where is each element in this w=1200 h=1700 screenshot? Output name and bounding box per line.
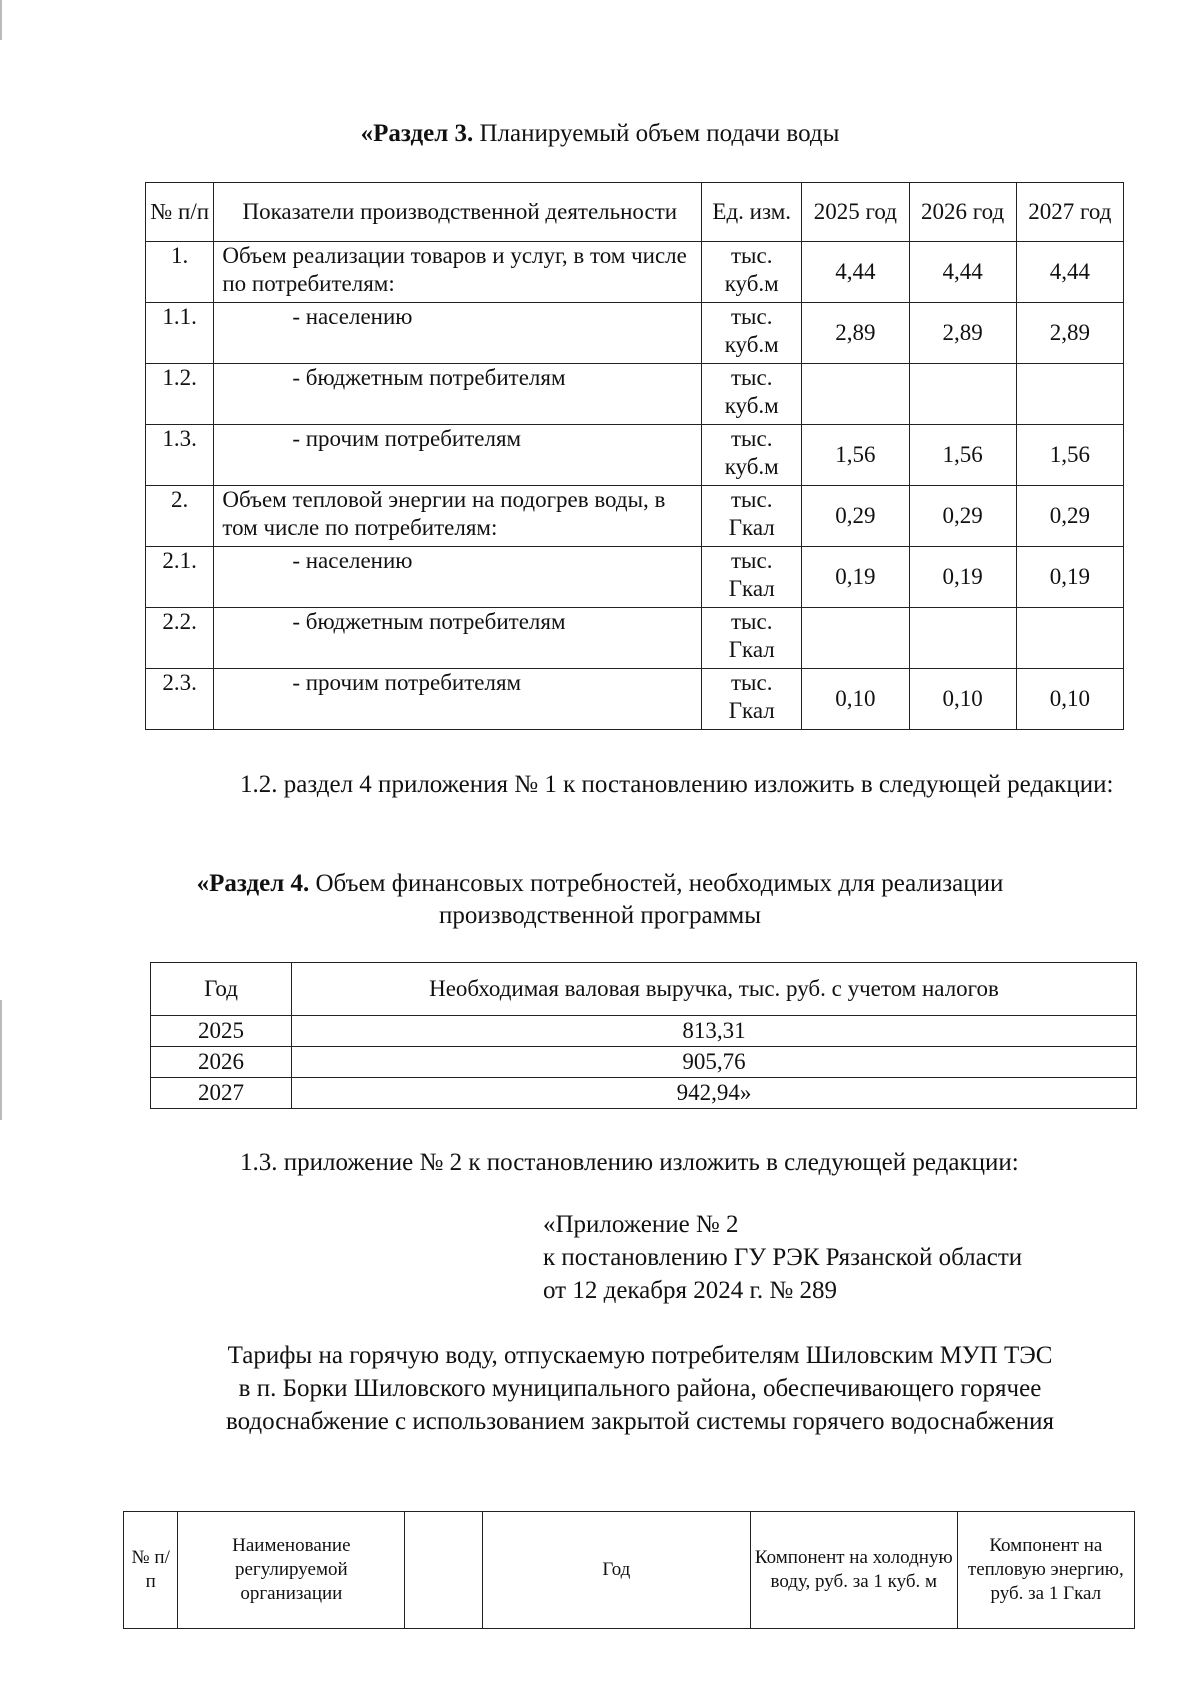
header-indicator: Показатели производственной деятельности <box>214 183 702 242</box>
row-value-2027 <box>1016 608 1123 669</box>
row-value-2026 <box>909 608 1016 669</box>
header-year: Год <box>151 963 292 1016</box>
table-header-row <box>151 963 1137 1016</box>
table-row <box>146 547 1124 608</box>
row-value-2025: 0,19 <box>802 547 909 608</box>
row-year: 2025 <box>151 1016 292 1047</box>
row-num: 1.3. <box>146 425 214 486</box>
section3-title-bold: «Раздел 3. <box>360 120 474 147</box>
row-value-2027 <box>1016 364 1123 425</box>
row-value-2026: 0,29 <box>909 486 1016 547</box>
row-num: 1.2. <box>146 364 214 425</box>
row-value-2025: 2,89 <box>802 303 909 364</box>
table-row <box>146 425 1124 486</box>
tariff-title-line3: водоснабжение с использованием закрытой системы горячего водоснабжения <box>225 1408 1055 1435</box>
header-revenue: Необходимая валовая выручка, тыс. руб. с учетом налогов <box>292 963 1137 1016</box>
water-supply-table <box>145 182 1124 730</box>
header-num: № п/п <box>124 1512 178 1629</box>
row-value-2026: 4,44 <box>909 242 1016 303</box>
header-year: Год <box>482 1512 750 1629</box>
tariff-title <box>150 1339 1130 1438</box>
row-name: Объем тепловой энергии на подогрев воды, в том числе по потребителям: <box>214 486 702 547</box>
table-row <box>146 364 1124 425</box>
row-value-2026 <box>909 364 1016 425</box>
header-cold-water-component: Компонент на холодную воду, руб. за 1 куб. м <box>750 1512 957 1629</box>
row-num: 1.1. <box>146 303 214 364</box>
row-value-2025: 1,56 <box>802 425 909 486</box>
row-name: - бюджетным потребителям <box>214 364 702 425</box>
appendix-line3: от 12 декабря 2024 г. № 289 <box>543 1277 838 1304</box>
tariff-table <box>123 1511 1135 1629</box>
table-row <box>146 486 1124 547</box>
header-heat-component: Компонент на тепловую энергию, руб. за 1 Гкал <box>957 1512 1134 1629</box>
row-value-2026: 0,10 <box>909 669 1016 730</box>
table-row <box>151 1016 1137 1047</box>
row-name: - прочим потребителям <box>214 669 702 730</box>
row-value-2027: 0,19 <box>1016 547 1123 608</box>
row-revenue: 813,31 <box>292 1016 1137 1047</box>
row-value-2026: 0,19 <box>909 547 1016 608</box>
row-num: 2.2. <box>146 608 214 669</box>
table-row <box>151 1078 1137 1109</box>
table-row <box>146 608 1124 669</box>
row-name: - бюджетным потребителям <box>214 608 702 669</box>
appendix-reference <box>543 1208 1022 1307</box>
row-value-2027: 1,56 <box>1016 425 1123 486</box>
row-name: - населению <box>214 547 702 608</box>
row-value-2027: 0,10 <box>1016 669 1123 730</box>
row-revenue: 905,76 <box>292 1047 1137 1078</box>
section4-title-text: Объем финансовых потребностей, необходимых для реализации <box>309 870 1004 897</box>
header-2025: 2025 год <box>802 183 909 242</box>
scan-edge-mark <box>0 0 2 40</box>
row-value-2025: 0,29 <box>802 486 909 547</box>
tariff-title-line1: Тарифы на горячую воду, отпускаемую потребителям Шиловским МУП ТЭС <box>227 1342 1053 1369</box>
section3-title <box>0 118 1200 150</box>
table-row <box>146 242 1124 303</box>
row-value-2027: 2,89 <box>1016 303 1123 364</box>
table-row <box>146 303 1124 364</box>
header-unit: Ед. изм. <box>702 183 802 242</box>
row-unit: тыс. куб.м <box>702 242 802 303</box>
row-name: - населению <box>214 303 702 364</box>
header-2027: 2027 год <box>1016 183 1123 242</box>
row-unit: тыс. Гкал <box>702 547 802 608</box>
row-unit: тыс. Гкал <box>702 669 802 730</box>
row-value-2026: 2,89 <box>909 303 1016 364</box>
paragraph-1-2: 1.2. раздел 4 приложения № 1 к постановлению изложить в следующей редакции: <box>240 771 1114 798</box>
table-header-row <box>146 183 1124 242</box>
table-header-row <box>124 1512 1135 1629</box>
section4-title-bold: «Раздел 4. <box>196 870 310 897</box>
row-value-2025 <box>802 364 909 425</box>
row-unit: тыс. куб.м <box>702 425 802 486</box>
row-revenue: 942,94» <box>292 1078 1137 1109</box>
financial-needs-table <box>150 962 1137 1109</box>
row-unit: тыс. Гкал <box>702 486 802 547</box>
table-row <box>151 1047 1137 1078</box>
tariff-title-line2: в п. Борки Шиловского муниципального района, обеспечивающего горячее <box>238 1375 1042 1402</box>
header-num: № п/п <box>146 183 214 242</box>
row-num: 2.1. <box>146 547 214 608</box>
appendix-line1: «Приложение № 2 <box>543 1211 739 1238</box>
row-year: 2026 <box>151 1047 292 1078</box>
section4-title <box>0 868 1200 932</box>
row-value-2027: 4,44 <box>1016 242 1123 303</box>
row-year: 2027 <box>151 1078 292 1109</box>
row-num: 1. <box>146 242 214 303</box>
row-value-2026: 1,56 <box>909 425 1016 486</box>
row-name: - прочим потребителям <box>214 425 702 486</box>
appendix-line2: к постановлению ГУ РЭК Рязанской области <box>543 1244 1023 1271</box>
row-num: 2.3. <box>146 669 214 730</box>
header-2026: 2026 год <box>909 183 1016 242</box>
row-value-2025 <box>802 608 909 669</box>
row-value-2027: 0,29 <box>1016 486 1123 547</box>
header-blank <box>405 1512 483 1629</box>
row-num: 2. <box>146 486 214 547</box>
row-unit: тыс. куб.м <box>702 303 802 364</box>
scan-edge-mark <box>0 1000 2 1120</box>
header-organization: Наименование регулируемой организации <box>178 1512 405 1629</box>
row-unit: тыс. куб.м <box>702 364 802 425</box>
row-value-2025: 0,10 <box>802 669 909 730</box>
row-unit: тыс. Гкал <box>702 608 802 669</box>
section3-title-text: Планируемый объем подачи воды <box>473 120 840 147</box>
table-row <box>146 669 1124 730</box>
row-value-2025: 4,44 <box>802 242 909 303</box>
section4-title-line2: производственной программы <box>438 902 762 929</box>
paragraph-1-3: 1.3. приложение № 2 к постановлению изложить в следующей редакции: <box>240 1149 1019 1176</box>
row-name: Объем реализации товаров и услуг, в том числе по потребителям: <box>214 242 702 303</box>
